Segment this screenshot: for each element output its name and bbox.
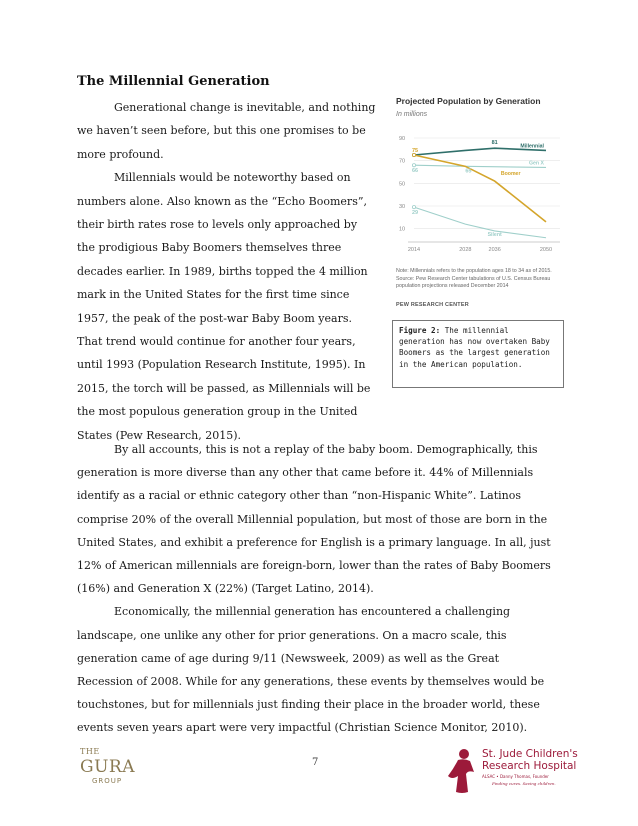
full-width-text bbox=[77, 438, 557, 740]
y-tick-label: 10 bbox=[399, 226, 406, 233]
st-jude-line2: Research Hospital bbox=[482, 760, 577, 772]
series-label: Boomer bbox=[500, 171, 521, 178]
series-point bbox=[412, 206, 415, 209]
gura-logo-the: THE bbox=[80, 747, 100, 756]
st-jude-line3: ALSAC • Danny Thomas, Founder bbox=[482, 774, 549, 779]
series-label: Millennial bbox=[520, 143, 544, 150]
paragraph: Millennials would be noteworthy based on numbers alone. Also known as the “Echo Boomers”, their birth rates rose to levels only approached by the prodigious Baby Boomers themselves three decades earlier. In 1989, births topped the 4 million mark in the United States for the first time since 1957, the peak of the post-war Baby Boom years. That trend would continue for another four years, until 1993 (Population Research Institute, 1995). In 2015, the torch will be passed, as Millennials will be the most populous generation group in the United States (Pew Research, 2015). bbox=[77, 171, 371, 442]
x-tick-label: 2050 bbox=[539, 247, 553, 253]
paragraph: Economically, the millennial generation has encountered a challenging landscape, one unlike any other for prior generations. On a macro scale, this generation came of age during 9/11 (Newsweek, 2009) as well as the Great Recession of 2008. While for any generations, these events by themselves would be touchstones, but for millennials just finding their place in the broader world, these events seven years apart were very impactful (Christian Science Monitor, 2010). bbox=[77, 605, 545, 735]
page-number: 7 bbox=[312, 757, 319, 768]
data-label: 65 bbox=[465, 168, 472, 175]
data-label: 66 bbox=[412, 168, 419, 175]
y-tick-label: 90 bbox=[399, 136, 406, 142]
data-label: 81 bbox=[491, 140, 498, 147]
chart-note bbox=[396, 268, 564, 291]
x-tick-label: 2036 bbox=[488, 247, 501, 253]
population-chart bbox=[392, 92, 567, 312]
caption-label: Figure 2: bbox=[399, 326, 441, 335]
series-line-silent bbox=[414, 207, 546, 238]
y-tick-label: 50 bbox=[399, 181, 406, 188]
st-jude-line1: St. Jude Children's bbox=[482, 748, 578, 760]
st-jude-logo bbox=[444, 746, 578, 800]
column-text bbox=[77, 96, 377, 447]
series-label: Gen X bbox=[529, 160, 544, 167]
y-tick-label: 70 bbox=[399, 158, 406, 165]
caption-text: The millennial generation has now overtaken Baby Boomers as the largest generation in the American population. bbox=[399, 326, 550, 369]
x-tick-label: 2014 bbox=[407, 247, 421, 253]
section-heading: The Millennial Generation bbox=[77, 74, 270, 89]
series-line-gen-x bbox=[414, 165, 546, 167]
st-jude-tagline: Finding cures. Saving children. bbox=[492, 781, 556, 786]
series-point bbox=[412, 164, 415, 167]
figure-caption bbox=[392, 320, 564, 388]
chart-title: Projected Population by Generation bbox=[396, 96, 541, 106]
chart-credit: PEW RESEARCH CENTER bbox=[396, 302, 469, 308]
paragraph: Generational change is inevitable, and nothing we haven’t seen before, but this one promises to be more profound. bbox=[77, 101, 376, 161]
gura-group-logo bbox=[78, 745, 148, 787]
series-line-boomer bbox=[414, 155, 546, 222]
gura-logo-name: GURA bbox=[80, 757, 135, 777]
x-tick-label: 2028 bbox=[459, 247, 472, 253]
chart-note-text: Note: Millennials refers to the population ages 18 to 34 as of 2015. bbox=[396, 268, 552, 274]
data-label: 75 bbox=[412, 148, 419, 154]
st-jude-child-icon bbox=[444, 746, 480, 798]
chart-subtitle: In millions bbox=[396, 111, 428, 118]
chart-source-text: Source: Pew Research Center tabulations of U.S. Census Bureau population projections released December 2014 bbox=[396, 275, 551, 290]
series-label: Silent bbox=[487, 231, 502, 238]
paragraph: By all accounts, this is not a replay of the baby boom. Demographically, this generation is more diverse than any other that came before it. 44% of Millennials identify as a racial or ethnic category other than “non-Hispanic White”. Latinos comprise 20% of the overall Millennial population, but most of those are born in the United States, and exhibit a preference for English is a primary language. In all, just 12% of American millennials are foreign-born, lower than the rates of Baby Boomers (16%) and Generation X (22%) (Target Latino, 2014). bbox=[77, 443, 551, 596]
data-label: 29 bbox=[412, 210, 419, 217]
y-tick-label: 30 bbox=[399, 204, 406, 210]
gura-logo-sub: GROUP bbox=[92, 777, 123, 785]
